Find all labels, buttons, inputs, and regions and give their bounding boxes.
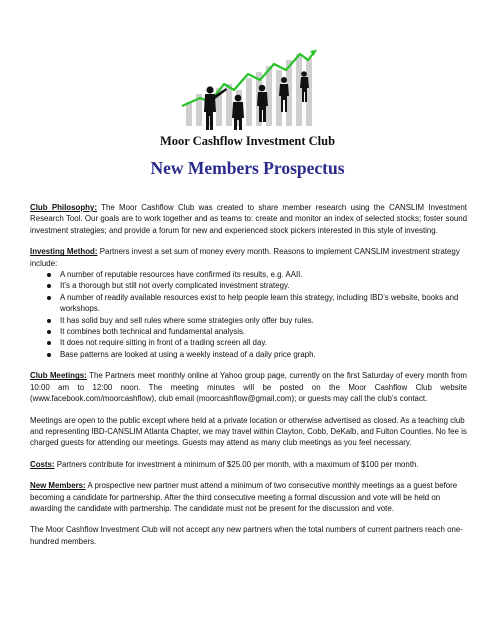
investing-method-paragraph [30,246,467,269]
investing-reasons-list [30,269,467,360]
costs-paragraph [30,459,467,470]
meetings-text: The Partners meet monthly online at Yahoo group page, currently on the first Saturday of every month from 10:00 am to 12:00 noon. The meeting minutes will be posted on the Moor Cashflow Club website (www.facebook.com/moorcashflow), club email (moorcashflow@gmail.com); or guests may call the club’s contact. [30,371,467,404]
meetings-paragraph [30,370,467,404]
new-members-paragraph [30,480,467,514]
philosophy-paragraph [30,202,467,236]
membership-limit-paragraph: The Moor Cashflow Investment Club will not accept any new partners when the total numbers of current partners reach one-hundred members. [30,525,463,546]
list-item: A number of reputable resources have confirmed its results, e.g. AAII. [60,269,467,280]
list-item: Base patterns are looked at using a weekly instead of a daily price graph. [60,349,467,360]
document-body [30,202,467,557]
list-item: It does not require sitting in front of a trading screen all day. [60,337,467,348]
list-item: It combines both technical and fundamental analysis. [60,326,467,337]
list-item: It’s a thorough but still not overly complicated investment strategy. [60,280,467,291]
investing-method-text: Partners invest a set sum of money every month. Reasons to implement CANSLIM investment strategy include: [30,247,460,268]
costs-heading: Costs: [30,459,55,469]
club-logo [176,44,322,130]
costs-text: Partners contribute for investment a minimum of $25.00 per month, with a maximum of $100 per month. [56,459,419,469]
new-members-heading: New Members: [30,481,86,491]
list-item: It has solid buy and sell rules where some strategies only offer buy rules. [60,315,467,326]
page-title: New Members Prospectus [150,158,345,178]
list-item: A number of readily available resources exist to help people learn this strategy, including IBD’s website, books and workshops. [60,292,467,315]
philosophy-text: The Moor Cashflow Club was created to share member research using the CANSLIM Investment Research Tool. Our goals are to work together and as teams to: create and monitor an index of selected stocks; foster sound investment strategies; and provide a forum for new and experienced stock pickers interested in this style of investing. [30,203,467,235]
meetings-heading: Club Meetings: [30,371,87,381]
new-members-text: A prospective new partner must attend a minimum of two consecutive monthly meetings as a guest before becoming a candidate for partnership. After the third consecutive meeting a formal discussion and vote will be held on awarding the candidate with partnership. The candidate must not be present for the discussion and vote. [30,481,458,513]
investing-method-heading: Investing Method: [30,247,98,257]
club-name: Moor Cashflow Investment Club [159,134,336,148]
public-meetings-paragraph: Meetings are open to the public except where held at a private location or otherwise advertised as closed. As a teaching club and representing IBD-CANSLIM Atlanta Chapter, we may travel within Clayton, Cobb, DeKalb, and Fulton Counties. No fee is charged guests for attending our meetings. Guests may attend as many club meetings as you feel necessary. [30,415,467,448]
philosophy-heading: Club Philosophy: [30,203,97,212]
